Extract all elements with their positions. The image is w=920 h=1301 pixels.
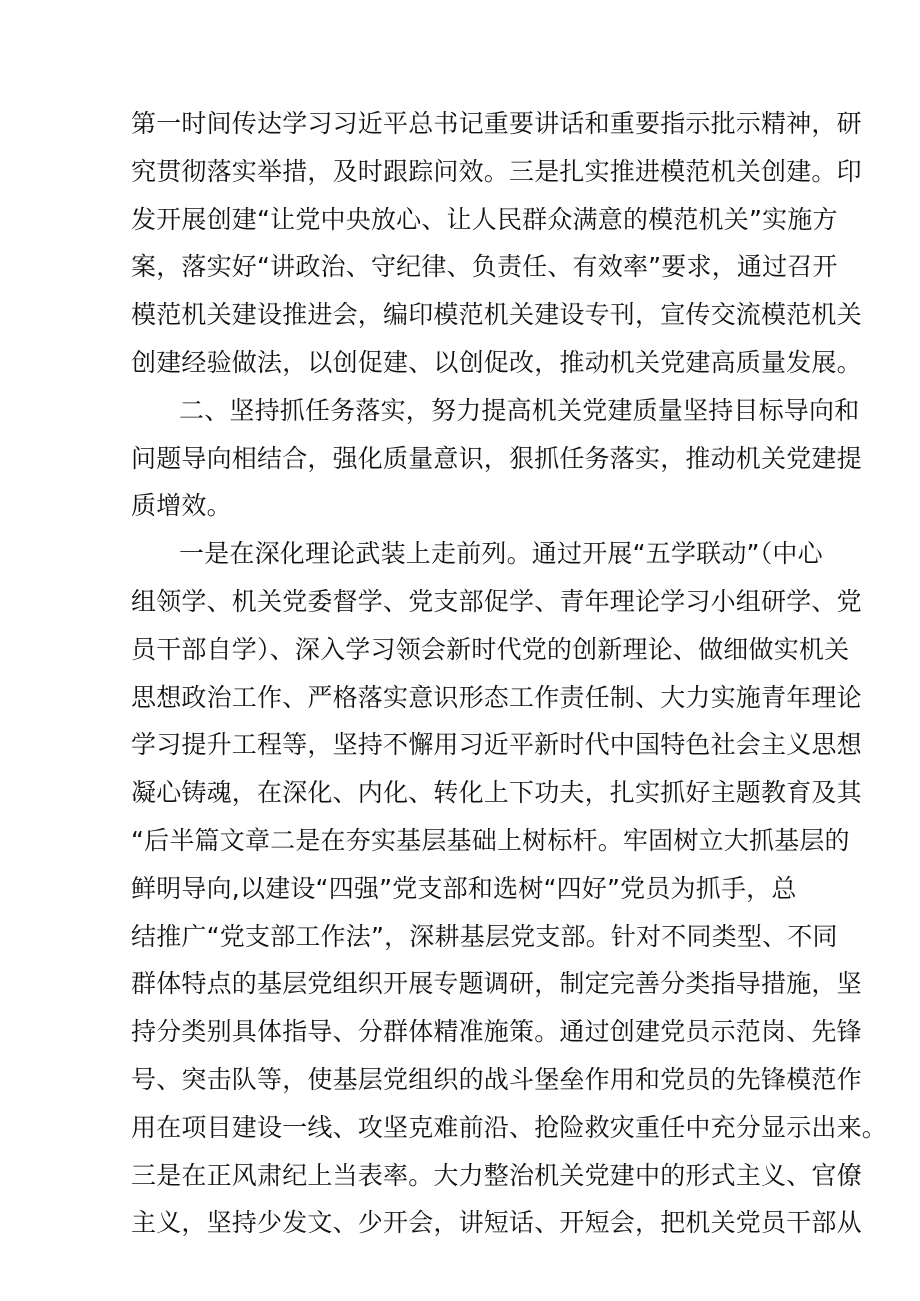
text-line: 问题导向相结合，强化质量意识，狠抓任务落实，推动机关党建提 (131, 443, 862, 473)
text-line: 员干部自学）、深入学习领会新时代党的创新理论、做细做实机关 (131, 634, 850, 664)
text-line: 案，落实好“讲政治、守纪律、负责任、有效率”要求，通过召开 (131, 252, 838, 282)
text-line: 学习提升工程等，坚持不懈用习近平新时代中国特色社会主义思想 (131, 730, 862, 760)
text-line: 持分类别具体指导、分群体精准施策。通过创建党员示范岗、先锋 (131, 1017, 862, 1047)
text-line: “后半篇文章二是在夯实基层基础上树标杆。牢固树立大抓基层的 (131, 825, 850, 855)
text-line: 三是在正风肃纪上当表率。大力整治机关党建中的形式主义、官僚 (131, 1160, 862, 1190)
text-line: 组领学、机关党委督学、党支部促学、青年理论学习小组研学、党 (131, 586, 862, 616)
text-line: 主义，坚持少发文、少开会，讲短话、开短会，把机关党员干部从 (131, 1208, 862, 1238)
text-line: 发开展创建“让党中央放心、让人民群众满意的模范机关”实施方 (131, 204, 838, 234)
paragraph-2 (131, 387, 862, 530)
text-line: 鲜明导向,以建设“四强”党支部和选树“四好”党员为抓手，总 (131, 873, 797, 903)
text-line: 创建经验做法，以创促建、以创促改，推动机关党建高质量发展。 (131, 347, 862, 377)
text-line: 思想政治工作、严格落实意识形态工作责任制、大力实施青年理论 (131, 682, 862, 712)
text-line: 一是在深化理论武装上走前列。通过开展“五学联动”（中心 (179, 539, 823, 569)
paragraph-1 (131, 100, 862, 387)
text-line: 凝心铸魂，在深化、内化、转化上下功夫，扎实抓好主题教育及其 (131, 778, 862, 808)
text-line: 结推广“党支部工作法”，深耕基层党支部。针对不同类型、不同 (131, 921, 838, 951)
text-line: 质增效。 (131, 491, 232, 521)
text-line: 号、突击队等，使基层党组织的战斗堡垒作用和党员的先锋模范作 (131, 1064, 862, 1094)
text-line: 究贯彻落实举措，及时跟踪问效。三是扎实推进模范机关创建。印 (131, 156, 862, 186)
text-line: 第一时间传达学习习近平总书记重要讲话和重要指示批示精神，研 (131, 109, 862, 138)
text-line: 模范机关建设推进会，编印模范机关建设专刊，宣传交流模范机关 (131, 300, 862, 330)
text-line: 二、坚持抓任务落实，努力提高机关党建质量坚持目标导向和 (179, 395, 860, 425)
text-line: 群体特点的基层党组织开展专题调研，制定完善分类指导措施，坚 (131, 969, 862, 999)
paragraph-3 (131, 530, 888, 1247)
text-line: 用在项目建设一线、攻坚克难前沿、抢险救灾重任中充分显示出来。 (131, 1112, 888, 1142)
document-body (131, 100, 888, 1247)
